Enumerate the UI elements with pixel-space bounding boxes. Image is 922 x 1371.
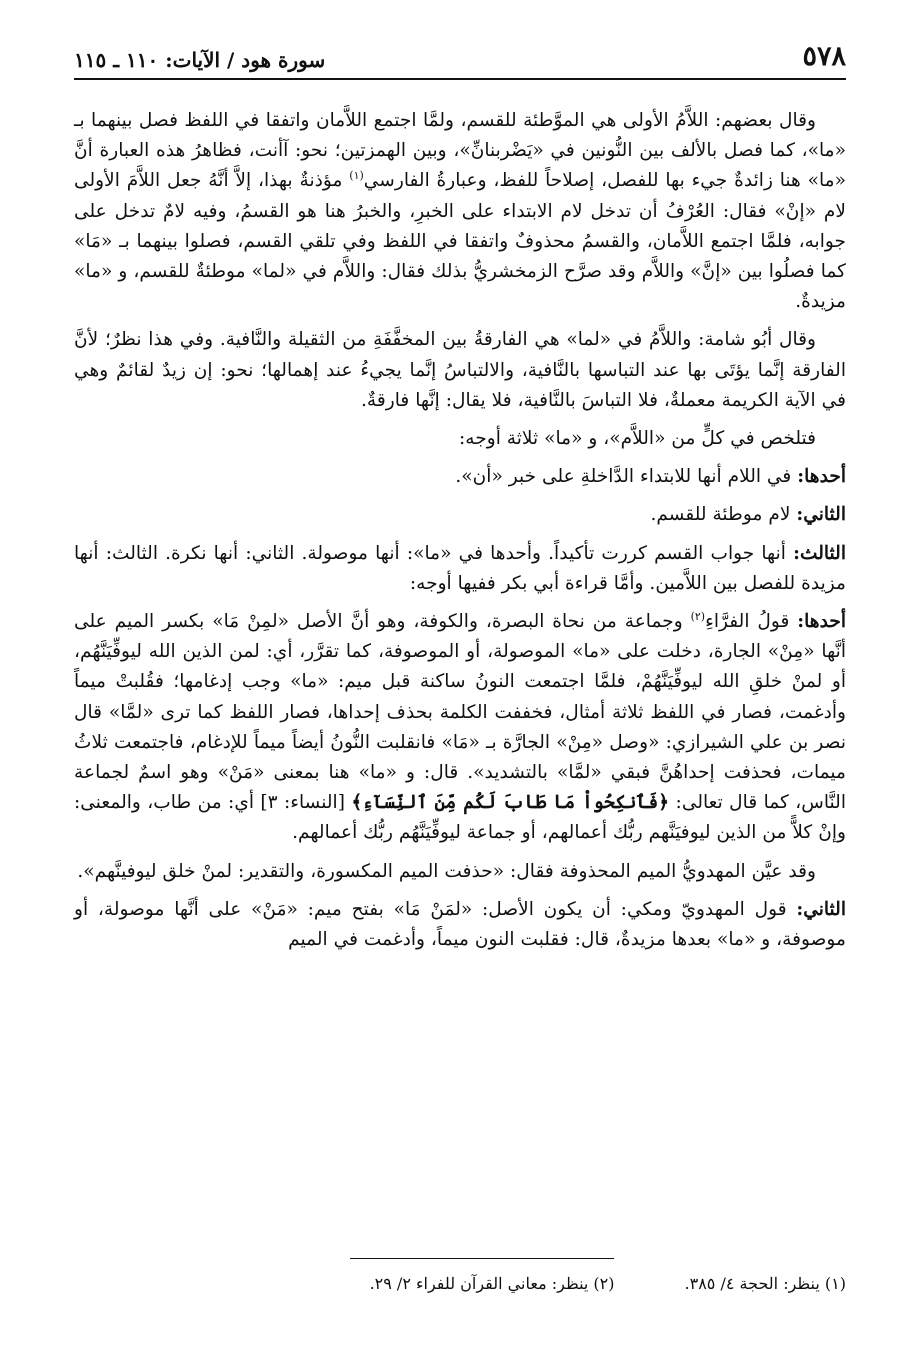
paragraph-lead: الثاني: [796,504,846,526]
footnote-ref-1: (١) [349,169,364,183]
paragraph-text: وقال بعضهم: اللاَّمُ الأولى هي الموَّطئة للقسم، ولمَّا اجتمع اللاَّمان واتفقا في اللفظ فصل بينهما بـ «ما»، كما فصل بالألف بين النُّونين في «يَضْربنانِّ»، وبين الهمزتين؛ نحو: آأنت، فظاهرُ هذه العبارة أنَّ «ما» هنا زائدةٌ جيء بها للفصل، إصلاحاً للفظ، وعبارةُ الفارسي [74,110,846,192]
paragraph-lead: أحدها: [797,466,846,488]
paragraph-text: لام موطئة للقسم. [650,504,797,526]
paragraph-lead: أحدها: [797,611,847,633]
paragraph-text: في اللام أنها للابتداء الدَّاخلةِ على خبر «أن». [455,466,798,488]
paragraph-3 [74,424,846,454]
footnote-1: (١) ينظر: الحجة ٤/ ٣٨٥. [684,1274,846,1293]
paragraph-lead: الثاني: [796,898,846,920]
paragraph-text: قول المهدويّ ومكي: أن يكون الأصل: «لمَنْ مَا» بفتح ميم: «مَنْ» على أنَّها موصولة، أو موصوفة، و «ما» بعدها مزيدةٌ، قال: فقلبت النون ميماً، وأدغمت في الميم [74,898,846,951]
paragraph-7 [74,607,846,849]
paragraph-text: وجماعة من نحاة البصرة، والكوفة، وهو أنَّ الأصل «لمِنْ مَا» بكسر الميم على أنَّها «مِنْ» الجارة، دخلت على «ما» الموصولة، أو الموصوفة، كما تقرَّر، أي: لمن الذين الله ليوفِّيَنَّهُم، أو لمنْ خلقِ الله ليوفِّيَنَّهُمْ، فلمَّا اجتمعت النونُ ساكنة قبل ميم: «ما» وجب إدغامها؛ فقُلبتْ ميماً وأدغمت، فصار في اللفظ ثلاثة أمثال، فخففت الكلمة بحذف إحداها، فصار اللفظ كما ترى «لمَّا» قال نصر بن علي الشيرازي: «وصل «مِنْ» الجارَّة بـ «مَا» فانقلبت النُّونُ أيضاً ميماً للإدغام، فاجتمعت ثلاثُ ميمات، فحذفت إحداهُنَّ فبقي «لمَّا» بالتشديد». قال: و «ما» هنا بمعنى «مَنْ» وهو اسمٌ لجماعة النَّاس، كما قال تعالى: [74,611,847,814]
page-number: ٥٧٨ [802,41,846,72]
paragraph-4 [74,462,846,492]
paragraph-5 [74,500,846,530]
paragraph-text: وقد عيَّن المهدويُّ الميم المحذوفة فقال: «حذفت الميم المكسورة، والتقدير: لمنْ خلق ليوفينَّهم». [77,860,816,882]
footnotes [110,1272,846,1296]
paragraph-8 [74,857,846,887]
paragraph-text: قولُ الفرَّاءِ [705,611,798,633]
page-header [74,38,846,72]
paragraph-9 [74,895,846,955]
paragraph-6 [74,539,846,599]
header-rule [74,78,846,80]
paragraph-2 [74,325,846,416]
paragraph-1 [74,106,846,317]
paragraph-text: [النساء: ٣] أي: من طاب، والمعنى: وإنْ كلاًّ من الذين ليوفيَنَّهم ربُّك أعمالهم، أو جماعة ليوفِّيَنَّهُم ربُّك أعمالهم. [74,792,846,844]
footnote-ref-2: (٢) [690,609,706,623]
running-title: سورة هود / الآيات: ١١٠ ـ ١١٥ [74,48,326,72]
footnote-2: (٢) ينظر: معاني القرآن للفراء ٢/ ٢٩. [369,1274,615,1293]
paragraph-text: أنها جواب القسم كررت تأكيداً. وأحدها في «ما»: أنها موصولة. الثاني: أنها نكرة. الثالث: أنها مزيدة للفصل بين اللاَّمين. وأمَّا قراءة أبي بكر ففيها أوجه: [74,542,846,594]
footnote-rule [350,1258,614,1259]
main-text [74,106,846,963]
paragraph-text: وقال أبُو شامة: واللاَّمُ في «لما» هي الفارقةُ بين المخفَّفَةِ من الثقيلة والنَّافية. وفي هذا نظرٌ؛ لأنَّ الفارقة إنَّما يؤتَى بها عند التباسها بالنَّافية، والالتباسُ إنَّما يجيءُ عند إهمالها؛ نحو: إن زيدٌ لقائمٌ وهي في الآية الكريمة معملةٌ، فلا التباسَ بالنَّافية، فلا يقال: إنَّها فارقةٌ. [74,329,846,411]
paragraph-text: مؤذنةٌ بهذا، إلاَّ أنَّهُ جعل اللاَّمَ الأولى لام «إنْ» فقال: العُرْفُ أن تدخل لام الابتداء على الخبرِ، والخبرُ هنا هو القسمُ، وفيه لامٌ تدخل على جوابه، فلمَّا اجتمع اللاَّمان، والقسمُ محذوفٌ واتفقا في اللفظ وفي تلقي القسم، فصلوا بينهما بـ «مَا» كما فصلُوا بين «إنَّ» واللاَّم وقد صرَّح الزمخشريُّ بذلك فقال: واللاَّم في «لما» موطئةٌ للقسم، و «ما» مزيدةٌ. [74,170,846,313]
paragraph-lead: الثالث: [793,542,846,564]
quran-quote: ﴿فَٱنكِحُواْ مَا طَابَ لَكُم مِّنَ ٱلنِّسَآءِ﴾ [351,792,670,814]
paragraph-text: فتلخص في كلٍّ من «اللاَّم»، و «ما» ثلاثة أوجه: [459,428,816,450]
